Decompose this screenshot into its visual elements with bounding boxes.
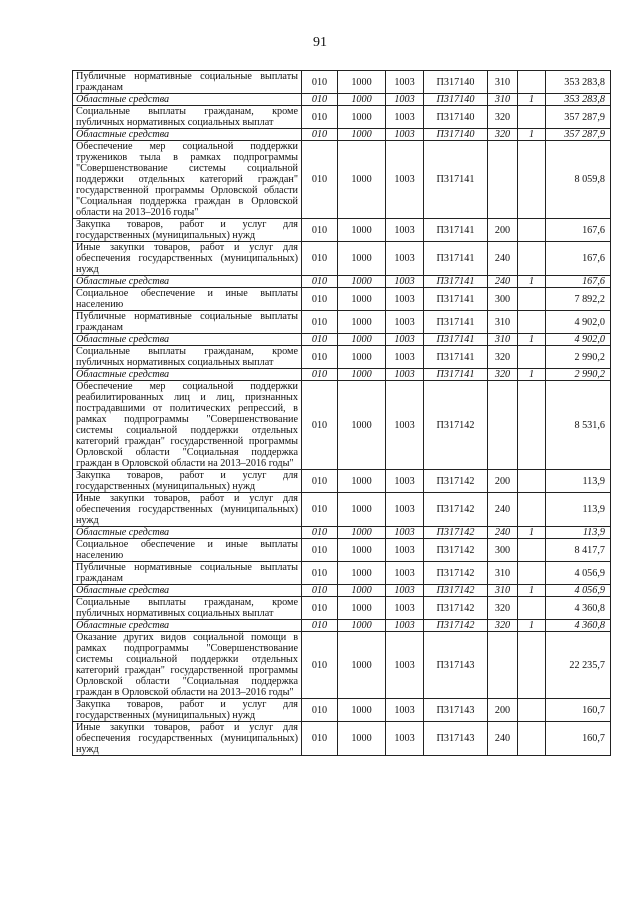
grbs-code-cell: 010 xyxy=(302,141,338,219)
subsection-code-cell: 1003 xyxy=(386,369,424,381)
subsection-code-cell: 1003 xyxy=(386,242,424,276)
section-code-cell: 1000 xyxy=(338,527,386,539)
section-code-cell: 1000 xyxy=(338,219,386,242)
subsection-code-cell: 1003 xyxy=(386,71,424,94)
grbs-code-cell: 010 xyxy=(302,242,338,276)
grbs-code-cell: 010 xyxy=(302,334,338,346)
section-code-cell: 1000 xyxy=(338,242,386,276)
funding-source-cell: 1 xyxy=(518,94,546,106)
expense-type-cell: 310 xyxy=(488,94,518,106)
target-article-cell: П317141 xyxy=(424,288,488,311)
subsection-code-cell: 1003 xyxy=(386,106,424,129)
expense-type-cell: 240 xyxy=(488,242,518,276)
row-name-cell: Областные средства xyxy=(73,129,302,141)
table-row xyxy=(73,71,611,94)
subsection-code-cell: 1003 xyxy=(386,276,424,288)
target-article-cell: П317140 xyxy=(424,94,488,106)
amount-cell: 7 892,2 xyxy=(546,288,611,311)
subsection-code-cell: 1003 xyxy=(386,539,424,562)
table-row xyxy=(73,381,611,470)
section-code-cell: 1000 xyxy=(338,141,386,219)
funding-source-cell xyxy=(518,242,546,276)
amount-cell: 4 360,8 xyxy=(546,597,611,620)
funding-source-row xyxy=(73,276,611,288)
subsection-code-cell: 1003 xyxy=(386,381,424,470)
grbs-code-cell: 010 xyxy=(302,539,338,562)
amount-cell: 8 417,7 xyxy=(546,539,611,562)
amount-cell: 4 902,0 xyxy=(546,311,611,334)
section-code-cell: 1000 xyxy=(338,493,386,527)
subsection-code-cell: 1003 xyxy=(386,722,424,756)
expense-type-cell: 200 xyxy=(488,470,518,493)
target-article-cell: П317142 xyxy=(424,562,488,585)
grbs-code-cell: 010 xyxy=(302,527,338,539)
target-article-cell: П317141 xyxy=(424,242,488,276)
row-name-cell: Социальное обеспечение и иные выплаты населению xyxy=(73,288,302,311)
row-name-cell: Иные закупки товаров, работ и услуг для обеспечения государственных (муниципальных) нужд xyxy=(73,722,302,756)
row-name-cell: Социальные выплаты гражданам, кроме публичных нормативных социальных выплат xyxy=(73,106,302,129)
target-article-cell: П317140 xyxy=(424,129,488,141)
section-code-cell: 1000 xyxy=(338,562,386,585)
section-code-cell: 1000 xyxy=(338,346,386,369)
budget-table xyxy=(72,70,611,756)
subsection-code-cell: 1003 xyxy=(386,129,424,141)
expense-type-cell xyxy=(488,632,518,699)
funding-source-cell xyxy=(518,381,546,470)
subsection-code-cell: 1003 xyxy=(386,493,424,527)
subsection-code-cell: 1003 xyxy=(386,562,424,585)
table-row xyxy=(73,106,611,129)
amount-cell: 4 360,8 xyxy=(546,620,611,632)
subsection-code-cell: 1003 xyxy=(386,470,424,493)
section-code-cell: 1000 xyxy=(338,539,386,562)
expense-type-cell: 310 xyxy=(488,334,518,346)
table-row xyxy=(73,597,611,620)
grbs-code-cell: 010 xyxy=(302,71,338,94)
funding-source-cell xyxy=(518,493,546,527)
funding-source-cell: 1 xyxy=(518,334,546,346)
table-row xyxy=(73,346,611,369)
subsection-code-cell: 1003 xyxy=(386,311,424,334)
row-name-cell: Областные средства xyxy=(73,369,302,381)
amount-cell: 167,6 xyxy=(546,219,611,242)
row-name-cell: Публичные нормативные социальные выплаты гражданам xyxy=(73,311,302,334)
subsection-code-cell: 1003 xyxy=(386,620,424,632)
expense-type-cell: 320 xyxy=(488,106,518,129)
subsection-code-cell: 1003 xyxy=(386,141,424,219)
funding-source-row xyxy=(73,620,611,632)
subsection-code-cell: 1003 xyxy=(386,94,424,106)
row-name-cell: Социальное обеспечение и иные выплаты населению xyxy=(73,539,302,562)
row-name-cell: Областные средства xyxy=(73,620,302,632)
funding-source-cell xyxy=(518,722,546,756)
funding-source-cell: 1 xyxy=(518,369,546,381)
target-article-cell: П317141 xyxy=(424,334,488,346)
section-code-cell: 1000 xyxy=(338,94,386,106)
funding-source-cell: 1 xyxy=(518,276,546,288)
section-code-cell: 1000 xyxy=(338,288,386,311)
funding-source-cell xyxy=(518,311,546,334)
expense-type-cell: 240 xyxy=(488,493,518,527)
expense-type-cell: 320 xyxy=(488,346,518,369)
grbs-code-cell: 010 xyxy=(302,493,338,527)
expense-type-cell: 300 xyxy=(488,288,518,311)
funding-source-row xyxy=(73,334,611,346)
section-code-cell: 1000 xyxy=(338,106,386,129)
funding-source-cell xyxy=(518,562,546,585)
subsection-code-cell: 1003 xyxy=(386,597,424,620)
funding-source-cell xyxy=(518,597,546,620)
grbs-code-cell: 010 xyxy=(302,597,338,620)
target-article-cell: П317141 xyxy=(424,311,488,334)
target-article-cell: П317143 xyxy=(424,722,488,756)
row-name-cell: Иные закупки товаров, работ и услуг для обеспечения государственных (муниципальных) нужд xyxy=(73,242,302,276)
subsection-code-cell: 1003 xyxy=(386,527,424,539)
table-row xyxy=(73,242,611,276)
expense-type-cell: 320 xyxy=(488,129,518,141)
grbs-code-cell: 010 xyxy=(302,219,338,242)
funding-source-cell: 1 xyxy=(518,620,546,632)
expense-type-cell: 300 xyxy=(488,539,518,562)
funding-source-cell: 1 xyxy=(518,585,546,597)
grbs-code-cell: 010 xyxy=(302,470,338,493)
table-row xyxy=(73,219,611,242)
amount-cell: 4 056,9 xyxy=(546,562,611,585)
row-name-cell: Закупка товаров, работ и услуг для государственных (муниципальных) нужд xyxy=(73,219,302,242)
section-code-cell: 1000 xyxy=(338,369,386,381)
page-number: 91 xyxy=(313,35,327,50)
funding-source-cell xyxy=(518,219,546,242)
budget-table-body xyxy=(73,71,611,756)
row-name-cell: Областные средства xyxy=(73,94,302,106)
subsection-code-cell: 1003 xyxy=(386,334,424,346)
expense-type-cell: 240 xyxy=(488,722,518,756)
expense-type-cell: 310 xyxy=(488,585,518,597)
row-name-cell: Закупка товаров, работ и услуг для государственных (муниципальных) нужд xyxy=(73,699,302,722)
expense-type-cell: 200 xyxy=(488,699,518,722)
target-article-cell: П317142 xyxy=(424,470,488,493)
grbs-code-cell: 010 xyxy=(302,699,338,722)
amount-cell: 113,9 xyxy=(546,470,611,493)
grbs-code-cell: 010 xyxy=(302,381,338,470)
target-article-cell: П317140 xyxy=(424,71,488,94)
expense-type-cell: 310 xyxy=(488,311,518,334)
amount-cell: 2 990,2 xyxy=(546,346,611,369)
table-row xyxy=(73,493,611,527)
grbs-code-cell: 010 xyxy=(302,94,338,106)
target-article-cell: П317141 xyxy=(424,346,488,369)
section-code-cell: 1000 xyxy=(338,632,386,699)
section-code-cell: 1000 xyxy=(338,276,386,288)
amount-cell: 160,7 xyxy=(546,722,611,756)
funding-source-cell xyxy=(518,470,546,493)
grbs-code-cell: 010 xyxy=(302,369,338,381)
subsection-code-cell: 1003 xyxy=(386,288,424,311)
section-code-cell: 1000 xyxy=(338,597,386,620)
section-code-cell: 1000 xyxy=(338,129,386,141)
table-row xyxy=(73,539,611,562)
funding-source-cell xyxy=(518,141,546,219)
target-article-cell: П317141 xyxy=(424,276,488,288)
funding-source-cell xyxy=(518,288,546,311)
amount-cell: 4 056,9 xyxy=(546,585,611,597)
row-name-cell: Областные средства xyxy=(73,334,302,346)
expense-type-cell: 200 xyxy=(488,219,518,242)
expense-type-cell: 320 xyxy=(488,597,518,620)
subsection-code-cell: 1003 xyxy=(386,699,424,722)
grbs-code-cell: 010 xyxy=(302,129,338,141)
grbs-code-cell: 010 xyxy=(302,722,338,756)
table-row xyxy=(73,141,611,219)
section-code-cell: 1000 xyxy=(338,722,386,756)
target-article-cell: П317141 xyxy=(424,219,488,242)
funding-source-cell xyxy=(518,346,546,369)
amount-cell: 22 235,7 xyxy=(546,632,611,699)
grbs-code-cell: 010 xyxy=(302,632,338,699)
subsection-code-cell: 1003 xyxy=(386,585,424,597)
amount-cell: 8 531,6 xyxy=(546,381,611,470)
table-row xyxy=(73,470,611,493)
expense-type-cell xyxy=(488,141,518,219)
expense-type-cell: 320 xyxy=(488,620,518,632)
row-name-cell: Социальные выплаты гражданам, кроме публичных нормативных социальных выплат xyxy=(73,346,302,369)
target-article-cell: П317142 xyxy=(424,381,488,470)
section-code-cell: 1000 xyxy=(338,71,386,94)
grbs-code-cell: 010 xyxy=(302,276,338,288)
funding-source-cell xyxy=(518,539,546,562)
amount-cell: 4 902,0 xyxy=(546,334,611,346)
expense-type-cell: 310 xyxy=(488,562,518,585)
row-name-cell: Иные закупки товаров, работ и услуг для обеспечения государственных (муниципальных) нужд xyxy=(73,493,302,527)
amount-cell: 167,6 xyxy=(546,276,611,288)
grbs-code-cell: 010 xyxy=(302,585,338,597)
row-name-cell: Областные средства xyxy=(73,527,302,539)
target-article-cell: П317142 xyxy=(424,539,488,562)
amount-cell: 113,9 xyxy=(546,493,611,527)
amount-cell: 357 287,9 xyxy=(546,106,611,129)
amount-cell: 2 990,2 xyxy=(546,369,611,381)
subsection-code-cell: 1003 xyxy=(386,346,424,369)
table-row xyxy=(73,288,611,311)
table-row xyxy=(73,562,611,585)
funding-source-cell xyxy=(518,632,546,699)
table-row xyxy=(73,699,611,722)
amount-cell: 113,9 xyxy=(546,527,611,539)
table-row xyxy=(73,632,611,699)
target-article-cell: П317142 xyxy=(424,585,488,597)
target-article-cell: П317140 xyxy=(424,106,488,129)
target-article-cell: П317143 xyxy=(424,632,488,699)
table-row xyxy=(73,722,611,756)
row-name-cell: Областные средства xyxy=(73,276,302,288)
funding-source-row xyxy=(73,369,611,381)
target-article-cell: П317142 xyxy=(424,493,488,527)
target-article-cell: П317142 xyxy=(424,527,488,539)
funding-source-row xyxy=(73,129,611,141)
row-name-cell: Публичные нормативные социальные выплаты гражданам xyxy=(73,71,302,94)
funding-source-cell xyxy=(518,106,546,129)
subsection-code-cell: 1003 xyxy=(386,632,424,699)
row-name-cell: Социальные выплаты гражданам, кроме публичных нормативных социальных выплат xyxy=(73,597,302,620)
funding-source-row xyxy=(73,94,611,106)
section-code-cell: 1000 xyxy=(338,620,386,632)
amount-cell: 353 283,8 xyxy=(546,94,611,106)
amount-cell: 160,7 xyxy=(546,699,611,722)
expense-type-cell: 310 xyxy=(488,71,518,94)
expense-type-cell: 240 xyxy=(488,276,518,288)
amount-cell: 8 059,8 xyxy=(546,141,611,219)
grbs-code-cell: 010 xyxy=(302,311,338,334)
target-article-cell: П317141 xyxy=(424,369,488,381)
funding-source-cell: 1 xyxy=(518,527,546,539)
funding-source-row xyxy=(73,585,611,597)
row-name-cell: Обеспечение мер социальной поддержки реабилитированных лиц и лиц, признанных пострадавшими от политических репрессий, в рамках подпрограммы "Совершенствование системы социальной поддержки отдельных категорий граждан" государственной программы Орловской области "Социальная поддержка граждан в Орловской области на 2013–2016 годы" xyxy=(73,381,302,470)
funding-source-cell xyxy=(518,699,546,722)
grbs-code-cell: 010 xyxy=(302,106,338,129)
section-code-cell: 1000 xyxy=(338,699,386,722)
row-name-cell: Областные средства xyxy=(73,585,302,597)
section-code-cell: 1000 xyxy=(338,311,386,334)
target-article-cell: П317141 xyxy=(424,141,488,219)
funding-source-row xyxy=(73,527,611,539)
expense-type-cell: 320 xyxy=(488,369,518,381)
grbs-code-cell: 010 xyxy=(302,288,338,311)
section-code-cell: 1000 xyxy=(338,334,386,346)
section-code-cell: 1000 xyxy=(338,381,386,470)
funding-source-cell: 1 xyxy=(518,129,546,141)
expense-type-cell xyxy=(488,381,518,470)
target-article-cell: П317142 xyxy=(424,597,488,620)
amount-cell: 167,6 xyxy=(546,242,611,276)
target-article-cell: П317143 xyxy=(424,699,488,722)
amount-cell: 353 283,8 xyxy=(546,71,611,94)
row-name-cell: Оказание других видов социальной помощи в рамках подпрограммы "Совершенствование системы социальной поддержки отдельных категорий граждан" государственной программы Орловской области "Социальная поддержка граждан в Орловской области на 2013–2016 годы" xyxy=(73,632,302,699)
row-name-cell: Обеспечение мер социальной поддержки тружеников тыла в рамках подпрограммы "Совершенствование системы социальной поддержки отдельных категорий граждан" государственной программы Орловской области "Социальная поддержка граждан в Орловской области на 2013–2016 годы" xyxy=(73,141,302,219)
row-name-cell: Закупка товаров, работ и услуг для государственных (муниципальных) нужд xyxy=(73,470,302,493)
amount-cell: 357 287,9 xyxy=(546,129,611,141)
section-code-cell: 1000 xyxy=(338,470,386,493)
subsection-code-cell: 1003 xyxy=(386,219,424,242)
grbs-code-cell: 010 xyxy=(302,620,338,632)
table-row xyxy=(73,311,611,334)
expense-type-cell: 240 xyxy=(488,527,518,539)
target-article-cell: П317142 xyxy=(424,620,488,632)
row-name-cell: Публичные нормативные социальные выплаты гражданам xyxy=(73,562,302,585)
section-code-cell: 1000 xyxy=(338,585,386,597)
grbs-code-cell: 010 xyxy=(302,346,338,369)
grbs-code-cell: 010 xyxy=(302,562,338,585)
funding-source-cell xyxy=(518,71,546,94)
